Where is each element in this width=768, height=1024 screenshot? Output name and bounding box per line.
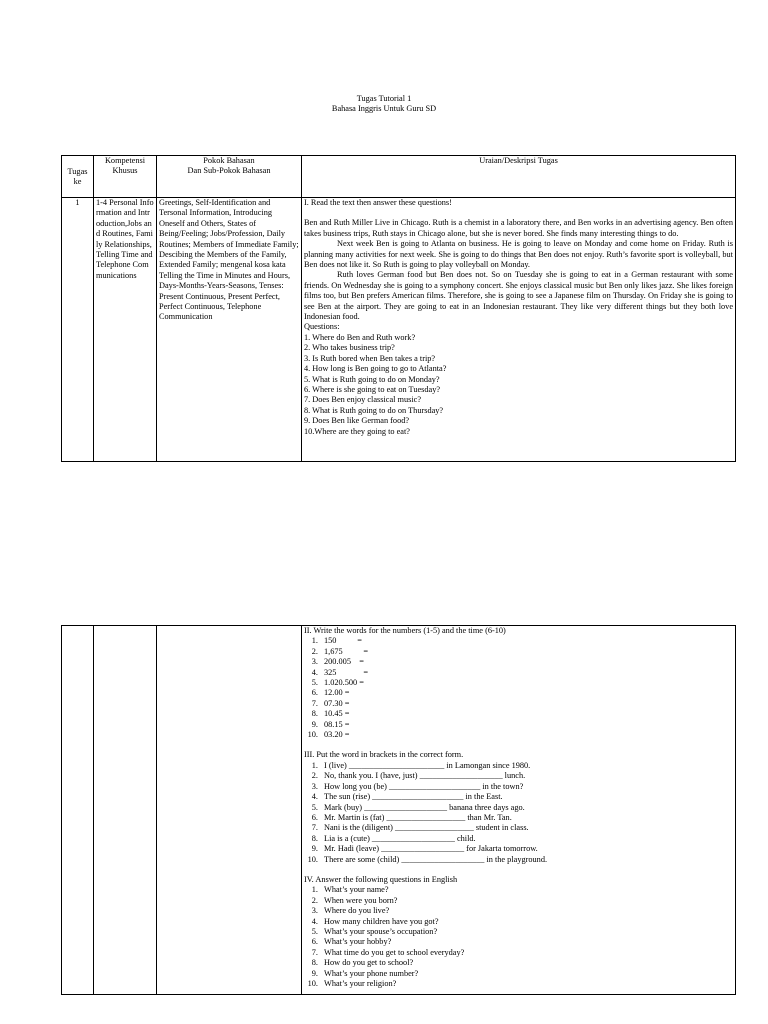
list-item: 1. What’s your name? (311, 885, 389, 895)
list-item: 2. 1,675 = (311, 646, 369, 656)
list-item: 2. Who takes business trip? (304, 343, 395, 353)
task-heading: I. Read the text then answer these questions! (304, 198, 452, 207)
list-item: 9. What’s your phone number? (311, 968, 419, 978)
list-item: 6. 12.00 = (311, 688, 350, 698)
task-table-page-1 (61, 155, 736, 462)
list-item: 9. 08.15 = (311, 719, 350, 729)
uraian-cell (302, 198, 736, 462)
list-item: 8. What is Ruth going to do on Thursday? (304, 405, 444, 415)
list-item: 6. Where is she going to eat on Tuesday? (304, 384, 441, 394)
list-item: 4. The sun (rise) ______________________ in the East. (311, 792, 503, 802)
empty-cell (94, 626, 157, 995)
pokok-bahasan-cell: Greetings, Self-Identification and Tersonal Information, Introducing Oneself and Others, States of Being/Feeling; Jobs/Profession, Daily Routines; Members of Immediate Family; Descibing the Members of the Family, Extended Family; mengenal kosa kata Telling the Time in Minutes and Hours, Days-Months-Years-Seasons, Tenses: Present Continuous, Present Perfect, Perfect Continuous, Telephone Communication (157, 198, 302, 462)
table-row (62, 626, 736, 995)
uraian-cell (302, 626, 736, 995)
list-item: 6. What’s your hobby? (311, 937, 392, 947)
list-item: 9. Mr. Hadi (leave) ____________________ for Jakarta tomorrow. (311, 844, 538, 854)
empty-cell (62, 626, 94, 995)
task-table-page-2 (61, 625, 736, 995)
list-item: 10. What’s your religion? (307, 979, 397, 988)
list-item: 7. 07.30 = (311, 698, 350, 708)
section-3-heading: III. Put the word in brackets in the correct form. (304, 750, 464, 760)
section-3-list (304, 761, 733, 865)
list-item: 6. Mr. Martin is (fat) ___________________ than Mr. Tan. (311, 812, 512, 822)
list-item: 3. 200.005 = (311, 657, 364, 667)
questions-label: Questions: (304, 322, 340, 332)
title-line-2: Bahasa Inggris Untuk Guru SD (331, 104, 437, 113)
list-item: 1. I (live) _______________________ in Lamongan since 1980. (311, 760, 531, 770)
list-item: 8. How do you get to school? (311, 958, 414, 968)
reading-paragraph-2: Next week Ben is going to Atlanta on business. He is going to leave on Monday and come home on Friday. Ruth is planning many activities for next week. She is going to do things that Ben does not enjoy. Ruth’s favorite sport is volleyball, but Ben does not like it. So Ruth is going to play volleyball on Monday. (304, 239, 733, 270)
list-item: 2. No, thank you. I (have, just) ____________________ lunch. (311, 771, 526, 781)
list-item: 5. Mark (buy) ____________________ banana three days ago. (311, 802, 525, 812)
header-pokok-bahasan: Pokok Bahasan Dan Sub-Pokok Bahasan (157, 156, 302, 198)
empty-cell (157, 626, 302, 995)
list-item: 1. Where do Ben and Ruth work? (304, 332, 416, 342)
section-4-list (304, 885, 733, 989)
list-item: 10. 03.20 = (307, 730, 350, 740)
list-item: 7. Nani is the (diligent) ___________________ student in class. (311, 823, 529, 833)
reading-paragraph-3: Ruth loves German food but Ben does not. So on Tuesday she is going to eat in a German restaurant with some friends. On Wednesday she is going to a symphony concert. She enjoys classical music but Ben only likes jazz. She likes foreign films too, but Ben prefers American films. Therefore, she is going to see a Japanese film on Thursday. On Friday she is going to see Ben at the airport. They are going to eat in an Indonesian restaurant. They like very different things but they both love Indonesian food. (304, 270, 733, 322)
list-item: 2. When were you born? (311, 895, 398, 905)
kompetensi-cell: 1-4 Personal Information and Introduction,Jobs and Routines, Family Relationships, Telling Time and Telephone Communications (94, 198, 157, 462)
header-uraian: Uraian/Deskripsi Tugas (302, 156, 736, 198)
document-title (0, 94, 768, 114)
table-header-row (62, 156, 736, 198)
table-row (62, 198, 736, 462)
list-item: 3. Where do you live? (311, 906, 390, 916)
list-item: 9. Does Ben like German food? (304, 416, 410, 426)
questions-list (304, 333, 733, 437)
header-tugas-ke: Tugas ke (62, 156, 94, 198)
list-item: 4. How many children have you got? (311, 916, 439, 926)
list-item: 3. How long you (be) ______________________ in the town? (311, 781, 524, 791)
list-item: 1. 150 = (311, 636, 362, 646)
list-item: 8. Lia is a (cute) ____________________ child. (311, 833, 476, 843)
list-item: 7. What time do you get to school everyday? (311, 947, 465, 957)
list-item: 5. What is Ruth going to do on Monday? (304, 374, 440, 384)
list-item: 8. 10.45 = (311, 709, 350, 719)
header-kompetensi: Kompetensi Khusus (94, 156, 157, 198)
list-item: 5. 1.020.500 = (311, 678, 364, 688)
reading-paragraph-1: Ben and Ruth Miller Live in Chicago. Ruth is a chemist in a laboratory there, and Ben works in an advertising agency. Ben often takes business trips, Ruth stays in Chicago alone, but she is never bored. She finds many interesting things to do. (304, 218, 733, 238)
title-line-1: Tugas Tutorial 1 (356, 94, 412, 103)
list-item: 5. What’s your spouse’s occupation? (311, 926, 438, 936)
list-item: 3. Is Ruth bored when Ben takes a trip? (304, 353, 436, 363)
row-number: 1 (62, 198, 94, 462)
section-2-list (304, 636, 733, 740)
list-item: 4. 325 = (311, 667, 369, 677)
list-item: 7. Does Ben enjoy classical music? (304, 395, 422, 405)
list-item: 10. There are some (child) ____________________ in the playground. (307, 854, 548, 864)
section-2-heading: II. Write the words for the numbers (1-5) and the time (6-10) (304, 626, 506, 635)
list-item: 4. How long is Ben going to go to Atlanta? (304, 364, 447, 374)
section-4-heading: IV. Answer the following questions in English (304, 874, 458, 884)
list-item: 10.Where are they going to eat? (304, 426, 410, 436)
